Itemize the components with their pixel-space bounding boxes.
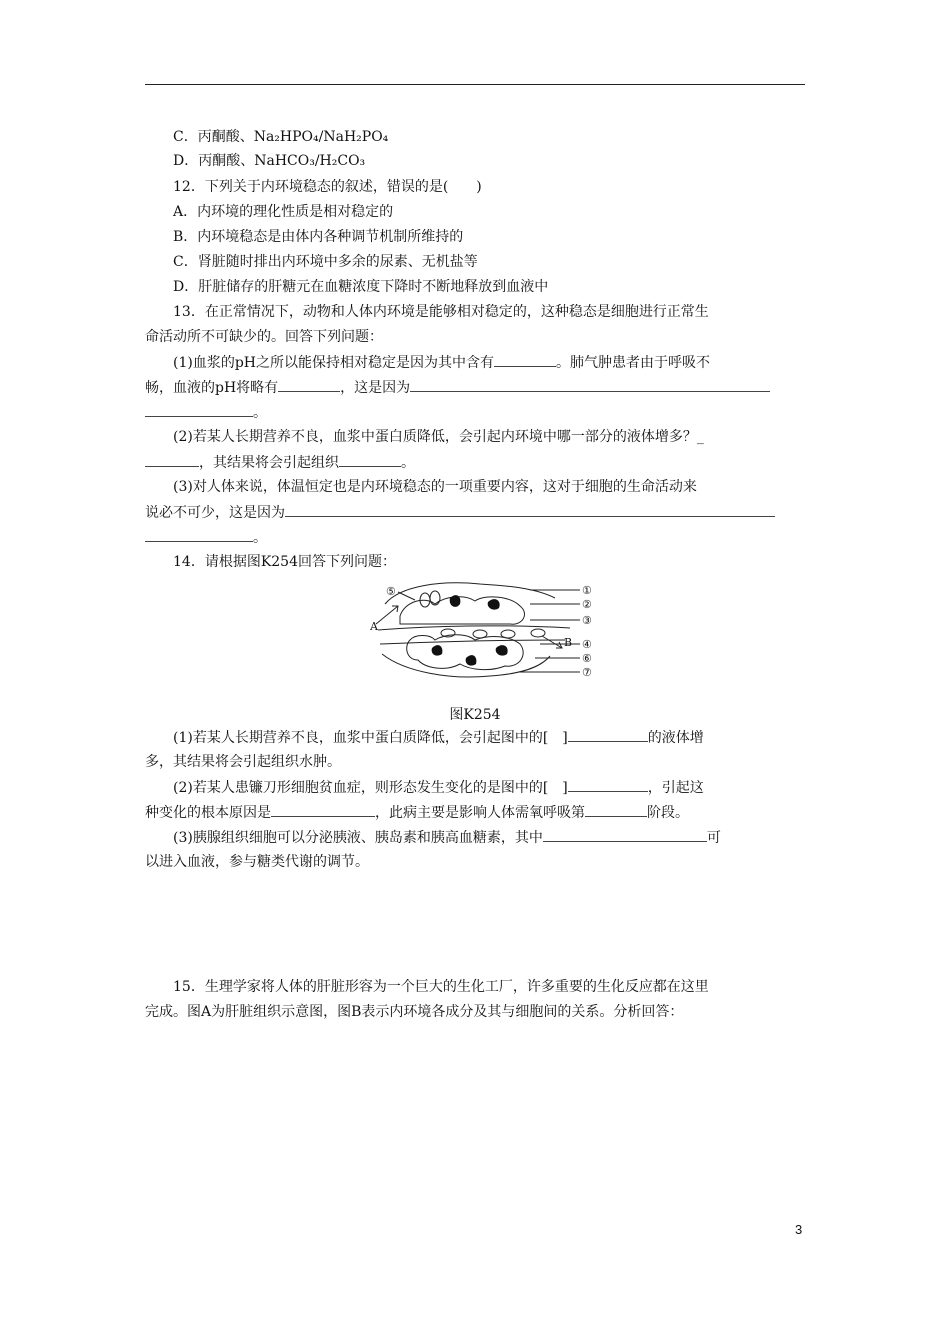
page-number: 3	[795, 1222, 803, 1237]
answer-blank[interactable]	[410, 377, 770, 392]
label-6: ⑥	[582, 652, 592, 665]
header-rule	[145, 84, 805, 85]
q13-part2-line2: ，其结果将会引起组织 。	[145, 452, 415, 473]
nucleus	[466, 655, 477, 665]
q15-line2: 完成。图A为肝脏组织示意图，图B表示内环境各成分及其与细胞间的关系。分析回答：	[145, 1004, 684, 1020]
outline	[385, 583, 555, 604]
q12-stem: 12．下列关于内环境稳态的叙述，错误的是( )	[173, 179, 482, 195]
label-7: ⑦	[582, 666, 592, 679]
cell-row-top	[400, 597, 525, 625]
answer-blank[interactable]	[145, 452, 199, 467]
nucleus	[450, 595, 461, 607]
q13-stem-line2: 命活动所不可缺少的。回答下列问题：	[145, 329, 383, 345]
red-blood-cell	[531, 629, 545, 637]
nucleus	[432, 645, 443, 655]
red-blood-cell	[501, 630, 515, 638]
q12-option-c: C．肾脏随时排出内环境中多余的尿素、无机盐等	[173, 254, 478, 270]
arrow-a	[376, 606, 398, 624]
label-b: B	[564, 636, 573, 649]
label-4: ④	[582, 638, 592, 651]
q15-line1: 15．生理学家将人体的肝脏形容为一个巨大的生化工厂，许多重要的生化反应都在这里	[173, 979, 709, 995]
answer-blank[interactable]	[145, 527, 253, 542]
q11-option-c: C．丙酮酸、Na₂HPO₄/NaH₂PO₄	[173, 129, 389, 145]
answer-blank[interactable]	[278, 377, 340, 392]
tissue-diagram	[370, 576, 600, 684]
q12-option-b: B．内环境稳态是由体内各种调节机制所维持的	[173, 229, 464, 245]
answer-blank[interactable]	[568, 777, 648, 792]
capillary-wall	[380, 640, 565, 644]
figure-caption: 图K254	[449, 707, 501, 723]
q13-part1-line2: 畅，血液的pH将略有 ，这是因为	[145, 377, 770, 398]
outline	[382, 654, 550, 677]
q14-part1-line1: (1)若某人长期营养不良，血浆中蛋白质降低，会引起图中的[ ] 的液体增	[173, 727, 704, 748]
label-5: ⑤	[386, 585, 396, 598]
label-3: ③	[582, 614, 592, 627]
answer-blank[interactable]	[568, 727, 648, 742]
answer-blank[interactable]	[339, 452, 401, 467]
q13-part1-line1: (1)血浆的pH之所以能保持相对稳定是因为其中含有 。肺气肿患者由于呼吸不	[173, 352, 710, 373]
label-2: ②	[582, 598, 592, 611]
nucleus	[488, 599, 500, 609]
answer-blank[interactable]	[494, 352, 556, 367]
q14-part2-line1: (2)若某人患镰刀形细胞贫血症，则形态发生变化的是图中的[ ] ，引起这	[173, 777, 704, 798]
label-a: A	[370, 620, 378, 633]
q14-part1-line2: 多，其结果将会引起组织水肿。	[145, 754, 341, 770]
red-blood-cell	[430, 591, 440, 605]
q14-stem: 14．请根据图K254回答下列问题：	[173, 554, 396, 570]
nucleus	[496, 645, 508, 655]
label-1: ①	[582, 584, 592, 597]
q13-stem-line1: 13．在正常情况下，动物和人体内环境是能够相对稳定的，这种稳态是细胞进行正常生	[173, 304, 709, 320]
q13-part3-line1: (3)对人体来说，体温恒定也是内环境稳态的一项重要内容，这对于细胞的生命活动来	[173, 479, 697, 495]
q12-option-d: D．肝脏储存的肝糖元在血糖浓度下降时不断地释放到血液中	[173, 279, 549, 295]
leader-line	[398, 592, 415, 600]
q11-option-d: D．丙酮酸、NaHCO₃/H₂CO₃	[173, 153, 366, 169]
red-blood-cell	[473, 630, 487, 638]
answer-blank[interactable]	[145, 402, 253, 417]
q13-part3-line2: 说必不可少，这是因为	[145, 502, 775, 523]
q14-part3-line2: 以进入血液，参与糖类代谢的调节。	[145, 854, 369, 870]
q14-part2-line2: 种变化的根本原因是 ，此病主要是影响人体需氧呼吸第 阶段。	[145, 802, 689, 823]
answer-blank[interactable]	[585, 802, 647, 817]
q14-part3-line1: (3)胰腺组织细胞可以分泌胰液、胰岛素和胰高血糖素，其中 可	[173, 827, 721, 848]
answer-blank[interactable]	[271, 802, 375, 817]
q12-option-a: A．内环境的理化性质是相对稳定的	[173, 204, 394, 220]
q13-part1-line3: 。	[145, 402, 267, 423]
answer-blank[interactable]	[543, 827, 707, 842]
q13-part2-line1: (2)若某人长期营养不良，血浆中蛋白质降低，会引起内环境中哪一部分的液体增多？_	[173, 429, 704, 445]
q13-part3-line3: 。	[145, 527, 267, 548]
answer-blank[interactable]	[285, 502, 775, 517]
